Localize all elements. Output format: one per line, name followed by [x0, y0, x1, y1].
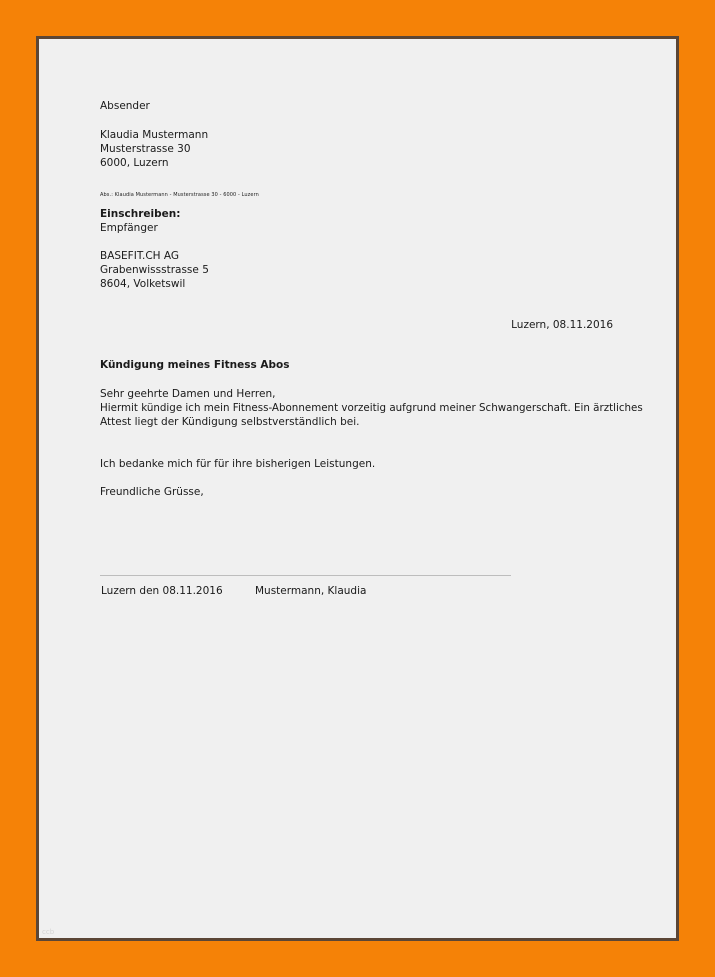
signature-line [100, 575, 511, 576]
return-address-line: Abs.: Klaudia Mustermann - Musterstrasse 30 - 6000 - Luzern [100, 192, 259, 198]
closing: Freundliche Grüsse, [100, 486, 204, 498]
sender-heading: Absender [100, 100, 150, 112]
signature-place-date: Luzern den 08.11.2016 [101, 585, 223, 597]
registered-mail-label: Einschreiben: [100, 208, 181, 220]
place-date: Luzern, 08.11.2016 [511, 319, 613, 331]
recipient-street: Grabenwissstrasse 5 [100, 264, 209, 276]
subject-line: Kündigung meines Fitness Abos [100, 359, 290, 371]
sender-street: Musterstrasse 30 [100, 143, 191, 155]
sender-name: Klaudia Mustermann [100, 129, 209, 141]
recipient-heading: Empfänger [100, 222, 158, 234]
body-line-2: Attest liegt der Kündigung selbstverständlich bei. [100, 416, 360, 428]
thanks-line: Ich bedanke mich für für ihre bisherigen Leistungen. [100, 458, 376, 470]
letter-page [36, 36, 679, 941]
watermark: ccb [42, 928, 55, 936]
signature-name: Mustermann, Klaudia [255, 585, 367, 597]
recipient-company: BASEFIT.CH AG [100, 250, 180, 262]
sender-city: 6000, Luzern [100, 157, 169, 169]
salutation: Sehr geehrte Damen und Herren, [100, 388, 276, 400]
body-line-1: Hiermit kündige ich mein Fitness-Abonnement vorzeitig aufgrund meiner Schwangerschaft. Ein ärztliches [100, 402, 643, 414]
recipient-city: 8604, Volketswil [100, 278, 186, 290]
